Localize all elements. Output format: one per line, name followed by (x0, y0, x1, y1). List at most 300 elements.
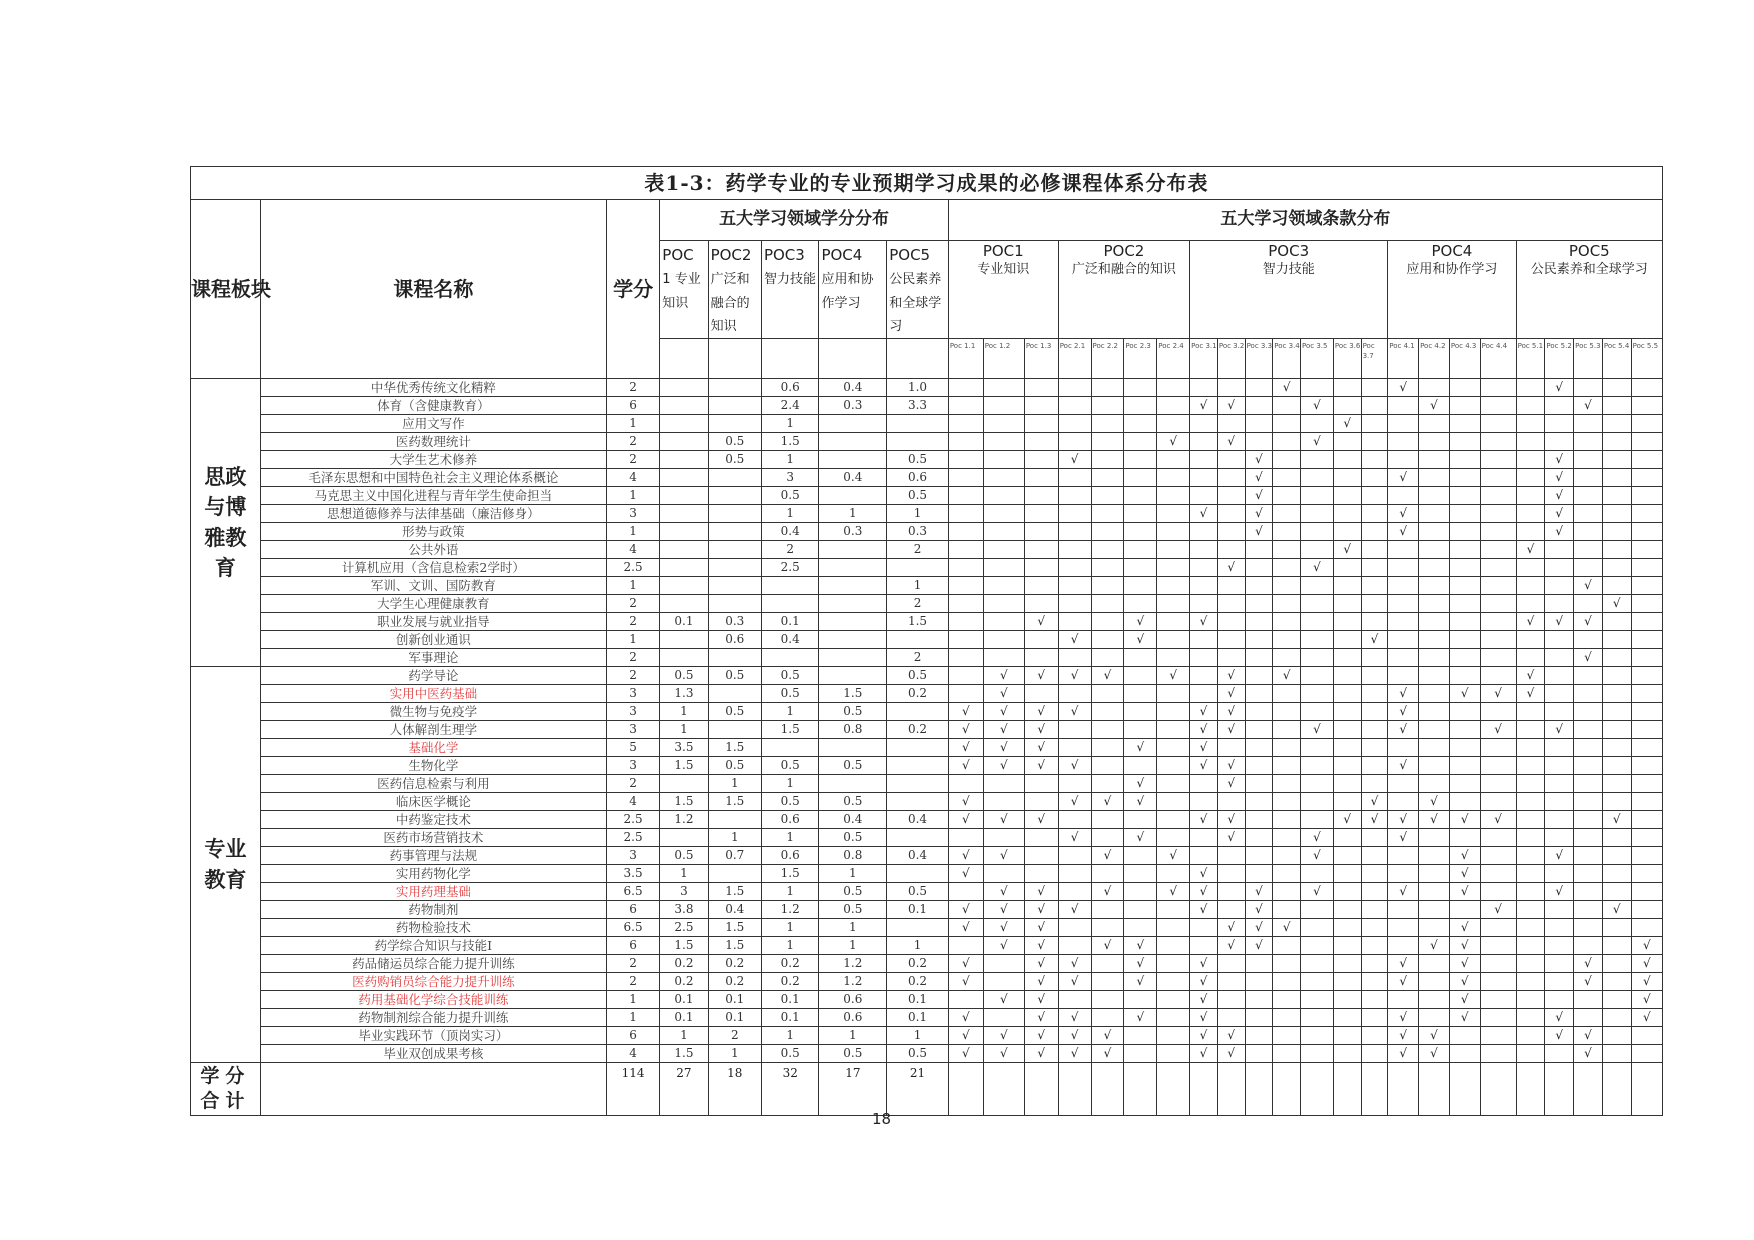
check-cell (1333, 487, 1361, 505)
check-cell: √ (1545, 451, 1574, 469)
check-cell (1058, 883, 1091, 901)
sub-item-header: Poc 5.5 (1631, 339, 1662, 379)
table-row (191, 541, 1663, 559)
course-credit: 4 (606, 541, 659, 559)
sub-item-header: Poc 4.3 (1449, 339, 1480, 379)
check-cell (983, 469, 1024, 487)
check-cell (1449, 559, 1480, 577)
check-cell (1024, 577, 1058, 595)
poc-credit-cell: 2 (887, 595, 949, 613)
check-cell (983, 829, 1024, 847)
check-cell (1333, 991, 1361, 1009)
check-cell (1157, 757, 1190, 775)
course-name: 药学导论 (260, 667, 606, 685)
check-cell: √ (1190, 973, 1218, 991)
check-cell (1245, 1009, 1273, 1027)
check-cell (1545, 793, 1574, 811)
check-cell (1631, 703, 1662, 721)
blank-cell (761, 339, 819, 379)
check-cell (1190, 847, 1218, 865)
poc-credit-cell (887, 865, 949, 883)
poc-credit-cell (660, 433, 708, 451)
poc-credit-cell: 3 (761, 469, 819, 487)
check-cell (1516, 775, 1545, 793)
check-cell (983, 775, 1024, 793)
check-cell (1631, 721, 1662, 739)
check-cell (1419, 379, 1450, 397)
poc-credit-cell: 0.5 (708, 451, 761, 469)
check-cell (1516, 577, 1545, 595)
check-cell (1631, 397, 1662, 415)
check-cell: √ (1190, 1027, 1218, 1045)
check-cell (1480, 703, 1516, 721)
course-name: 医药信息检索与利用 (260, 775, 606, 793)
check-cell (1058, 505, 1091, 523)
check-cell: √ (1574, 397, 1603, 415)
check-cell: √ (1058, 955, 1091, 973)
poc-credit-cell (708, 415, 761, 433)
poc-credit-cell: 0.2 (887, 685, 949, 703)
check-cell: √ (1190, 739, 1218, 757)
check-cell (1602, 865, 1631, 883)
check-cell (1333, 1027, 1361, 1045)
table-row (191, 1009, 1663, 1027)
check-cell (1301, 1009, 1334, 1027)
check-cell (1602, 721, 1631, 739)
poc-credit-cell (708, 811, 761, 829)
item-distribution-header: 五大学习领域条款分布 (948, 200, 1662, 241)
check-cell (1333, 451, 1361, 469)
check-cell (1091, 397, 1124, 415)
check-cell (1361, 433, 1388, 451)
check-cell (1419, 919, 1450, 937)
check-cell (1273, 523, 1301, 541)
table-row (191, 955, 1663, 973)
course-name: 微生物与免疫学 (260, 703, 606, 721)
check-cell (1361, 397, 1388, 415)
check-cell (1301, 739, 1334, 757)
check-cell (1124, 379, 1157, 397)
check-cell (1333, 883, 1361, 901)
check-cell: √ (1449, 865, 1480, 883)
check-cell (1545, 811, 1574, 829)
check-cell (1333, 919, 1361, 937)
check-cell (1480, 397, 1516, 415)
check-cell: √ (1333, 811, 1361, 829)
check-cell (1058, 919, 1091, 937)
check-cell: √ (1217, 559, 1245, 577)
poc-credit-cell (887, 919, 949, 937)
check-cell: √ (1217, 685, 1245, 703)
check-cell: √ (1245, 523, 1273, 541)
total-poc-credit: 27 (660, 1063, 708, 1116)
poc-credit-cell: 2.5 (660, 919, 708, 937)
poc-credit-cell: 2 (887, 649, 949, 667)
poc-credit-cell (660, 559, 708, 577)
blank-cell (1124, 1063, 1157, 1116)
poc-credit-cell: 1.5 (660, 937, 708, 955)
poc-credit-header-3: POC3 智力技能 (761, 241, 819, 339)
check-cell (1480, 595, 1516, 613)
check-cell: √ (1574, 577, 1603, 595)
check-cell (1333, 667, 1361, 685)
check-cell (948, 595, 983, 613)
poc-credit-cell: 0.5 (708, 667, 761, 685)
check-cell (1602, 1027, 1631, 1045)
poc-credit-cell: 3 (660, 883, 708, 901)
check-cell (1217, 595, 1245, 613)
check-cell (1631, 811, 1662, 829)
check-cell (1516, 991, 1545, 1009)
poc-credit-cell (819, 487, 887, 505)
check-cell (1516, 559, 1545, 577)
check-cell (1516, 811, 1545, 829)
check-cell (1245, 1045, 1273, 1063)
poc-credit-cell (660, 541, 708, 559)
check-cell: √ (1574, 649, 1603, 667)
check-cell (1124, 847, 1157, 865)
check-cell (983, 631, 1024, 649)
check-cell: √ (1419, 397, 1450, 415)
check-cell (1602, 631, 1631, 649)
check-cell (1574, 775, 1603, 793)
check-cell (1419, 721, 1450, 739)
check-cell (1124, 811, 1157, 829)
course-credit: 2 (606, 433, 659, 451)
check-cell (1419, 631, 1450, 649)
check-cell (1516, 397, 1545, 415)
check-cell (1574, 1009, 1603, 1027)
check-cell: √ (1190, 865, 1218, 883)
check-cell (1602, 955, 1631, 973)
check-cell (1545, 1045, 1574, 1063)
check-cell (1333, 469, 1361, 487)
check-cell (1333, 775, 1361, 793)
poc-credit-cell (708, 469, 761, 487)
course-name: 毛泽东思想和中国特色社会主义理论体系概论 (260, 469, 606, 487)
sub-item-header: Poc 2.2 (1091, 339, 1124, 379)
check-cell (1631, 505, 1662, 523)
check-cell (1333, 703, 1361, 721)
check-cell: √ (1157, 667, 1190, 685)
check-cell (1091, 631, 1124, 649)
check-cell: √ (1361, 631, 1388, 649)
check-cell (1273, 757, 1301, 775)
check-cell: √ (1190, 397, 1218, 415)
check-cell (1091, 811, 1124, 829)
poc-credit-cell: 0.5 (819, 883, 887, 901)
table-row (191, 739, 1663, 757)
check-cell: √ (1388, 883, 1419, 901)
check-cell: √ (1333, 415, 1361, 433)
check-cell (1190, 793, 1218, 811)
check-cell: √ (983, 937, 1024, 955)
check-cell (1631, 739, 1662, 757)
check-cell: √ (1190, 883, 1218, 901)
course-distribution-table (190, 166, 1663, 1116)
check-cell (1516, 1027, 1545, 1045)
check-cell: √ (1545, 721, 1574, 739)
check-cell (1516, 379, 1545, 397)
table-row (191, 919, 1663, 937)
check-cell (1419, 667, 1450, 685)
check-cell (1273, 613, 1301, 631)
check-cell: √ (1217, 775, 1245, 793)
poc-credit-cell: 2 (761, 541, 819, 559)
check-cell (948, 649, 983, 667)
poc-credit-cell (819, 541, 887, 559)
check-cell (1024, 775, 1058, 793)
check-cell (1361, 487, 1388, 505)
check-cell (1419, 415, 1450, 433)
blank-cell (1333, 1063, 1361, 1116)
check-cell (1273, 775, 1301, 793)
check-cell (1516, 1009, 1545, 1027)
check-cell: √ (1091, 937, 1124, 955)
check-cell: √ (1301, 397, 1334, 415)
check-cell: √ (1024, 973, 1058, 991)
check-cell (1245, 955, 1273, 973)
check-cell: √ (1058, 901, 1091, 919)
check-cell (1273, 415, 1301, 433)
check-cell (1058, 577, 1091, 595)
check-cell: √ (1388, 829, 1419, 847)
check-cell (1058, 739, 1091, 757)
table-row (191, 721, 1663, 739)
check-cell (1516, 595, 1545, 613)
check-cell (1217, 847, 1245, 865)
check-cell (1245, 415, 1273, 433)
check-cell (1217, 451, 1245, 469)
check-cell (1124, 451, 1157, 469)
check-cell: √ (1574, 613, 1603, 631)
check-cell (1245, 667, 1273, 685)
course-name: 毕业双创成果考核 (260, 1045, 606, 1063)
check-cell (1574, 523, 1603, 541)
check-cell (983, 577, 1024, 595)
check-cell (948, 829, 983, 847)
check-cell (1574, 721, 1603, 739)
check-cell: √ (983, 991, 1024, 1009)
check-cell: √ (1631, 937, 1662, 955)
poc-credit-cell (708, 685, 761, 703)
blank-cell (1217, 1063, 1245, 1116)
poc-credit-cell: 1 (819, 505, 887, 523)
poc-credit-cell: 2.4 (761, 397, 819, 415)
check-cell: √ (1124, 829, 1157, 847)
check-cell (1058, 613, 1091, 631)
check-cell (1190, 631, 1218, 649)
course-block-header: 课程板块 (191, 200, 261, 379)
check-cell (1602, 775, 1631, 793)
check-cell (1091, 433, 1124, 451)
check-cell (1574, 757, 1603, 775)
check-cell: √ (1545, 883, 1574, 901)
check-cell (1388, 991, 1419, 1009)
check-cell (1157, 739, 1190, 757)
check-cell (1273, 811, 1301, 829)
course-credit: 1 (606, 415, 659, 433)
poc-credit-cell: 1 (708, 775, 761, 793)
check-cell (1602, 613, 1631, 631)
check-cell (1574, 937, 1603, 955)
check-cell: √ (1217, 433, 1245, 451)
check-cell (1419, 757, 1450, 775)
check-cell (1157, 901, 1190, 919)
check-cell (1058, 595, 1091, 613)
check-cell (1516, 469, 1545, 487)
poc-credit-cell: 0.5 (708, 757, 761, 775)
check-cell: √ (948, 703, 983, 721)
poc-credit-cell (761, 577, 819, 595)
check-cell: √ (1245, 901, 1273, 919)
check-cell (1333, 739, 1361, 757)
check-cell (948, 487, 983, 505)
check-cell (1091, 523, 1124, 541)
poc-credit-cell: 0.6 (761, 811, 819, 829)
check-cell (1091, 649, 1124, 667)
course-credit: 3 (606, 703, 659, 721)
table-row (191, 937, 1663, 955)
poc-credit-cell: 1.0 (887, 379, 949, 397)
check-cell (1124, 487, 1157, 505)
check-cell: √ (1024, 1009, 1058, 1027)
check-cell (1545, 991, 1574, 1009)
check-cell (1157, 811, 1190, 829)
check-cell (1631, 487, 1662, 505)
poc-credit-cell: 0.5 (761, 757, 819, 775)
check-cell (1333, 1045, 1361, 1063)
poc-credit-cell (660, 397, 708, 415)
check-cell (1419, 739, 1450, 757)
poc-credit-cell: 0.1 (660, 613, 708, 631)
course-name: 实用药理基础 (260, 883, 606, 901)
check-cell (1419, 973, 1450, 991)
check-cell: √ (1024, 703, 1058, 721)
check-cell (1124, 919, 1157, 937)
check-cell (1631, 793, 1662, 811)
check-cell (948, 379, 983, 397)
check-cell (1449, 757, 1480, 775)
poc-credit-cell (887, 415, 949, 433)
poc-credit-cell (660, 451, 708, 469)
blank-cell (1480, 1063, 1516, 1116)
check-cell: √ (1419, 811, 1450, 829)
poc-credit-cell: 0.5 (761, 667, 819, 685)
poc-credit-cell (660, 379, 708, 397)
check-cell (1602, 991, 1631, 1009)
check-cell (1419, 775, 1450, 793)
check-cell (1602, 433, 1631, 451)
poc-credit-cell: 1 (887, 505, 949, 523)
table-row (191, 649, 1663, 667)
table-row (191, 973, 1663, 991)
blank-cell (1388, 1063, 1419, 1116)
check-cell (1361, 991, 1388, 1009)
check-cell (1480, 1027, 1516, 1045)
total-poc-credit: 18 (708, 1063, 761, 1116)
poc-credit-cell (887, 757, 949, 775)
blank-cell (1024, 1063, 1058, 1116)
poc-credit-cell: 0.6 (708, 631, 761, 649)
blank-cell (1301, 1063, 1334, 1116)
check-cell (1419, 901, 1450, 919)
poc-credit-cell (761, 649, 819, 667)
course-credit: 2 (606, 595, 659, 613)
poc-credit-cell: 0.7 (708, 847, 761, 865)
check-cell (1157, 775, 1190, 793)
check-cell (1301, 1027, 1334, 1045)
course-name: 药用基础化学综合技能训练 (260, 991, 606, 1009)
check-cell (1631, 541, 1662, 559)
check-cell (1024, 865, 1058, 883)
check-cell (1024, 523, 1058, 541)
check-cell (1124, 595, 1157, 613)
check-cell: √ (1024, 811, 1058, 829)
table-row (191, 829, 1663, 847)
check-cell (983, 649, 1024, 667)
total-row (191, 1063, 1663, 1116)
check-cell (1449, 523, 1480, 541)
poc-credit-cell: 1 (887, 937, 949, 955)
check-cell (1574, 595, 1603, 613)
check-cell: √ (1190, 505, 1218, 523)
table-row (191, 559, 1663, 577)
check-cell (948, 451, 983, 469)
course-credit: 2 (606, 775, 659, 793)
blank-cell (1516, 1063, 1545, 1116)
check-cell (948, 937, 983, 955)
check-cell (1301, 685, 1334, 703)
check-cell: √ (1024, 1027, 1058, 1045)
check-cell: √ (1245, 487, 1273, 505)
check-cell: √ (983, 811, 1024, 829)
check-cell: √ (1419, 937, 1450, 955)
check-cell (1602, 847, 1631, 865)
check-cell (1631, 1045, 1662, 1063)
check-cell: √ (948, 847, 983, 865)
check-cell (1545, 415, 1574, 433)
check-cell: √ (983, 685, 1024, 703)
check-cell (1602, 919, 1631, 937)
check-cell: √ (1058, 1027, 1091, 1045)
check-cell (1545, 685, 1574, 703)
check-cell (1190, 433, 1218, 451)
poc-credit-cell: 1 (660, 865, 708, 883)
poc-credit-cell (708, 505, 761, 523)
check-cell (1091, 451, 1124, 469)
check-cell (1124, 667, 1157, 685)
poc-credit-cell: 1 (761, 703, 819, 721)
check-cell (1361, 757, 1388, 775)
check-cell (1361, 973, 1388, 991)
check-cell (1545, 433, 1574, 451)
poc-credit-cell: 0.5 (660, 847, 708, 865)
check-cell (1273, 649, 1301, 667)
check-cell (1449, 397, 1480, 415)
check-cell (1301, 757, 1334, 775)
check-cell (1602, 577, 1631, 595)
poc-credit-cell (819, 451, 887, 469)
check-cell (1574, 703, 1603, 721)
check-cell (1631, 1027, 1662, 1045)
check-cell (1631, 577, 1662, 595)
poc-credit-cell (708, 721, 761, 739)
check-cell (1361, 559, 1388, 577)
course-credit: 4 (606, 469, 659, 487)
check-cell (1157, 469, 1190, 487)
check-cell (1091, 865, 1124, 883)
